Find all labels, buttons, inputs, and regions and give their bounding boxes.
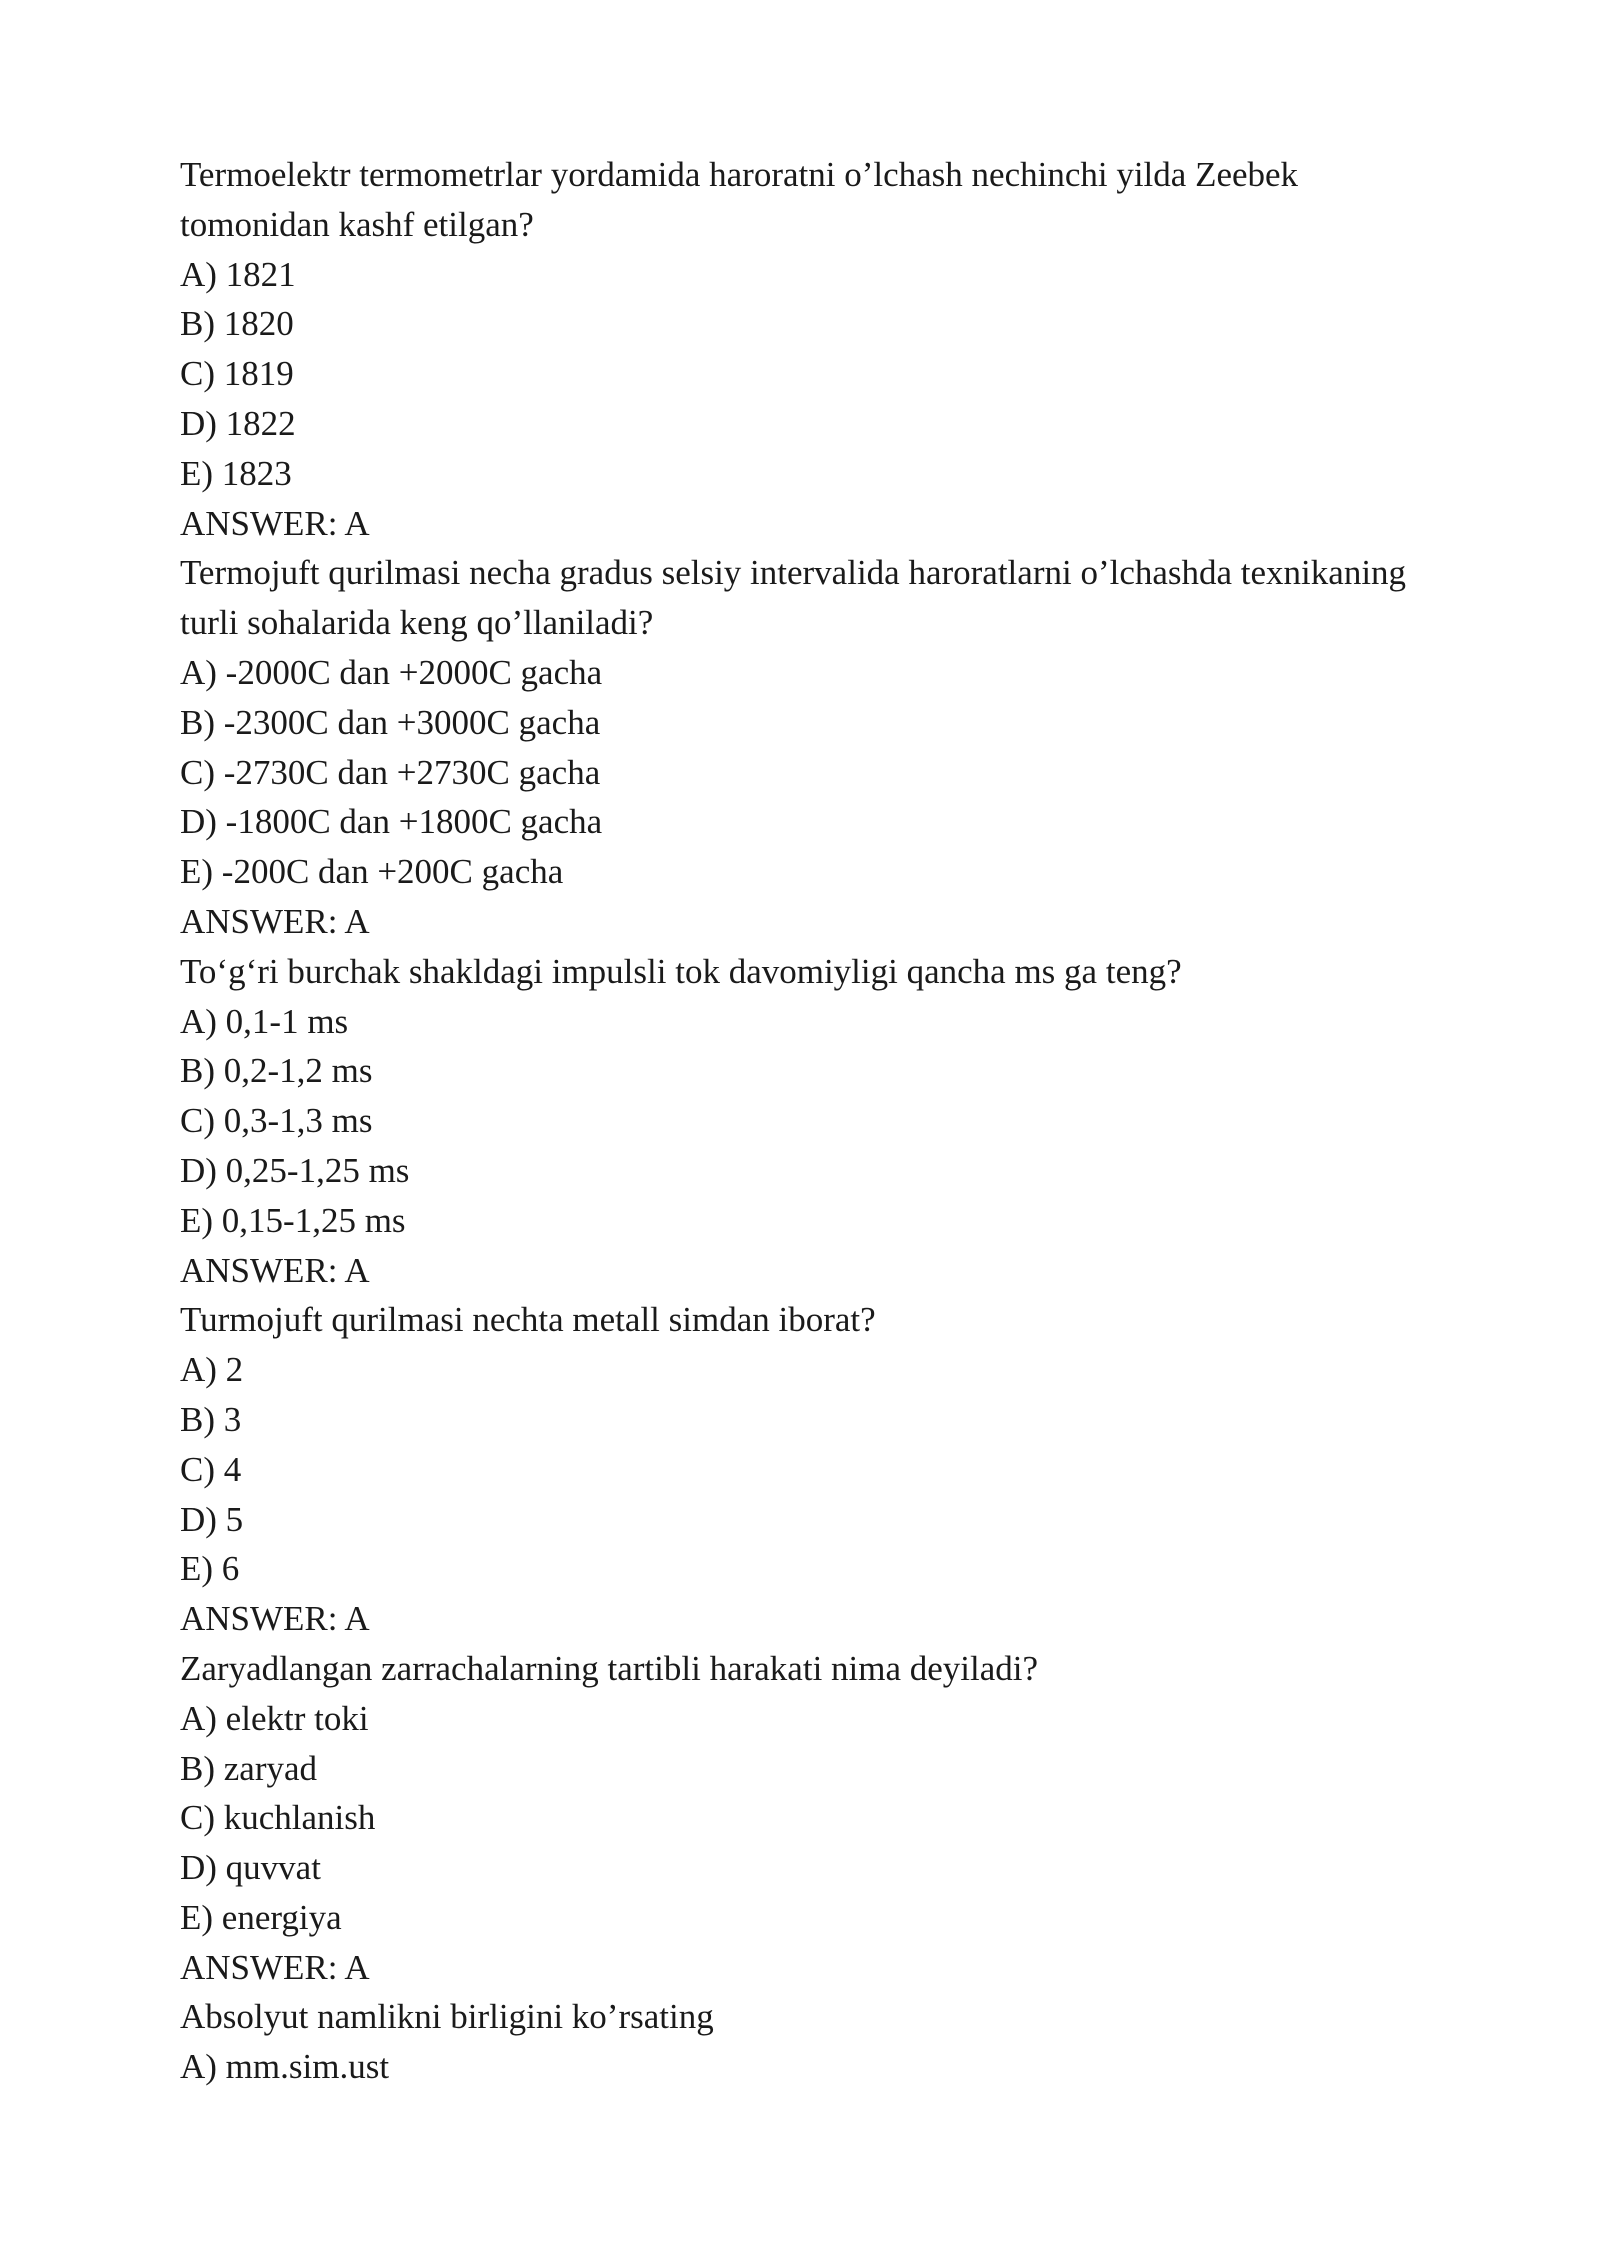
- question-text: Absolyut namlikni birligini ko’rsating: [180, 1997, 714, 2037]
- answer-option: C) -2730C dan +2730C gacha: [180, 752, 601, 792]
- answer-key: ANSWER: A: [180, 1599, 370, 1639]
- question-block: [180, 548, 1430, 946]
- answer-option: A) -2000C dan +2000C gacha: [180, 652, 603, 692]
- question-block: [180, 1295, 1430, 1644]
- answer-option: A) 1821: [180, 254, 296, 294]
- answer-option: A) elektr toki: [180, 1698, 369, 1738]
- answer-option: C) 4: [180, 1449, 242, 1489]
- question-block: [180, 150, 1430, 548]
- question-block: [180, 1644, 1430, 1993]
- answer-key: ANSWER: A: [180, 901, 370, 941]
- answer-option: D) 1822: [180, 403, 296, 443]
- answer-option: C) kuchlanish: [180, 1798, 376, 1838]
- answer-option: E) 6: [180, 1549, 240, 1589]
- answer-option: E) 0,15-1,25 ms: [180, 1200, 406, 1240]
- answer-option: C) 0,3-1,3 ms: [180, 1101, 373, 1141]
- answer-option: B) 0,2-1,2 ms: [180, 1051, 373, 1091]
- answer-option: D) quvvat: [180, 1848, 321, 1888]
- answer-option: D) 0,25-1,25 ms: [180, 1150, 410, 1190]
- answer-option: E) 1823: [180, 453, 292, 493]
- answer-option: A) 0,1-1 ms: [180, 1001, 349, 1041]
- question-block: [180, 947, 1430, 1296]
- question-text: Termoelektr termometrlar yordamida haroratni o’lchash nechinchi yilda Zeebek tomonidan kashf etilgan?: [180, 155, 1299, 244]
- question-text: Zaryadlangan zarrachalarning tartibli harakati nima deyiladi?: [180, 1648, 1039, 1688]
- answer-option: E) -200C dan +200C gacha: [180, 852, 564, 892]
- question-text: To‘g‘ri burchak shakldagi impulsli tok davomiyligi qancha ms ga teng?: [180, 951, 1182, 991]
- document-body: [180, 150, 1430, 2092]
- question-block: [180, 1992, 1430, 2092]
- answer-option: B) 1820: [180, 304, 294, 344]
- answer-option: A) 2: [180, 1350, 244, 1390]
- answer-option: C) 1819: [180, 354, 294, 394]
- answer-key: ANSWER: A: [180, 503, 370, 543]
- answer-option: D) 5: [180, 1499, 244, 1539]
- answer-option: A) mm.sim.ust: [180, 2047, 390, 2087]
- answer-option: B) -2300C dan +3000C gacha: [180, 702, 601, 742]
- answer-key: ANSWER: A: [180, 1947, 370, 1987]
- answer-option: E) energiya: [180, 1897, 342, 1937]
- answer-key: ANSWER: A: [180, 1250, 370, 1290]
- question-text: Termojuft qurilmasi necha gradus selsiy intervalida haroratlarni o’lchashda texnikaning turli sohalarida keng qo’llaniladi?: [180, 553, 1407, 643]
- question-text: Turmojuft qurilmasi nechta metall simdan iborat?: [180, 1300, 876, 1340]
- answer-option: B) zaryad: [180, 1748, 318, 1788]
- answer-option: B) 3: [180, 1399, 242, 1439]
- answer-option: D) -1800C dan +1800C gacha: [180, 802, 603, 842]
